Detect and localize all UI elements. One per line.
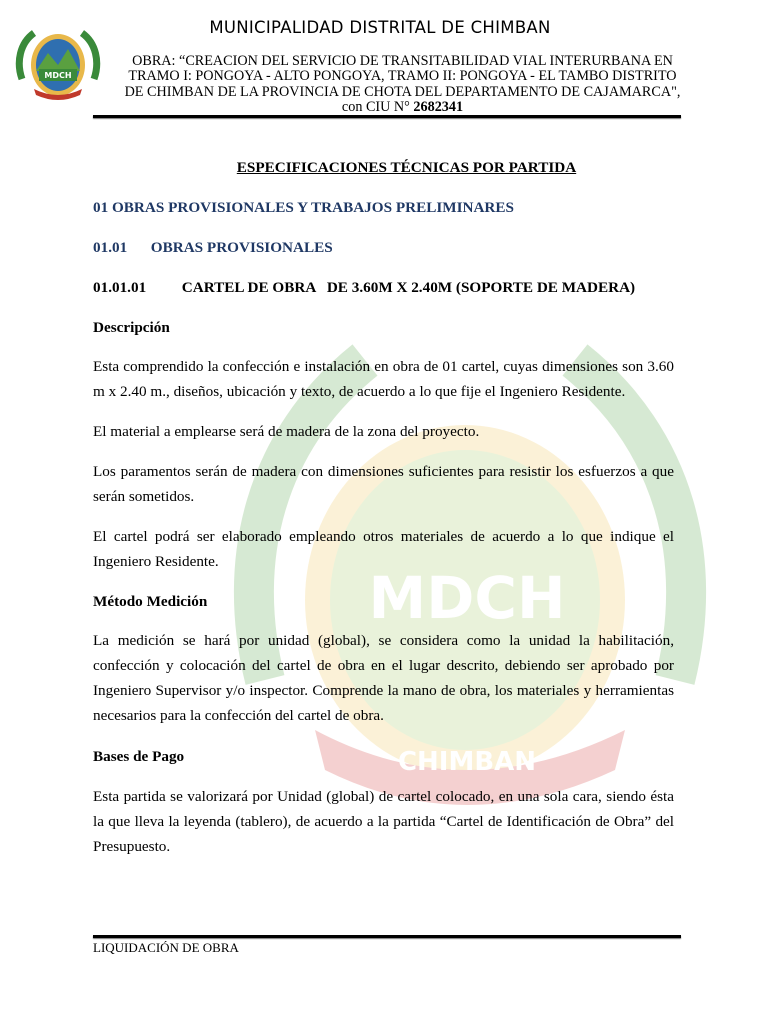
item-title: CARTEL DE OBRA DE 3.60M X 2.40M (SOPORTE DE MADERA) — [181, 279, 636, 296]
description-heading: Descripción — [93, 319, 170, 336]
watermark-text: MDCH — [368, 564, 566, 632]
ciu-number: 2682341 — [413, 98, 464, 115]
logo-text: MDCH — [44, 71, 72, 80]
footer-divider — [93, 935, 681, 938]
header-divider — [93, 115, 681, 118]
item-code: 01.01.01 — [93, 279, 147, 296]
municipality-logo — [14, 27, 102, 103]
project-description — [124, 54, 681, 115]
description-paragraph-2: El material a emplearse será de madera de la zona del proyecto. — [93, 423, 480, 440]
item-heading — [93, 279, 635, 297]
measurement-heading: Método Medición — [93, 593, 208, 610]
document-title: ESPECIFICACIONES TÉCNICAS POR PARTIDA — [236, 159, 577, 176]
measurement-paragraph: La medición se hará por unidad (global), se considera como la unidad la habilitación, confección y colocación del cartel de obra en el lugar descrito, debiendo ser aprobado por Ingeniero Supervisor y/o inspector. Comprende la mano de obra, los materiales y herramientas necesarios para la confección del cartel de obra. — [93, 632, 674, 724]
description-paragraph-4: El cartel podrá ser elaborado empleando otros materiales de acuerdo a lo que indique el Ingeniero Residente. — [93, 528, 674, 570]
project-name: OBRA: “CREACION DEL SERVICIO DE TRANSITABILIDAD VIAL INTERURBANA EN TRAMO I: PONGOYA - ALTO PONGOYA, TRAMO II: PONGOYA - EL TAMBO DISTRITO DE CHIMBAN DE LA PROVINCIA DE CHOTA DEL DEPARTAMENTO DE CAJAMARCA", con CIU N° — [124, 53, 681, 115]
subsection-heading — [93, 239, 333, 257]
description-paragraph-1: Esta comprendido la confección e instalación en obra de 01 cartel, cuyas dimensiones son 3.60 m x 2.40 m., diseños, ubicación y texto, de acuerdo a lo que fije el Ingeniero Residente. — [93, 358, 674, 400]
subsection-code: 01.01 — [93, 239, 128, 256]
section-heading: 01 OBRAS PROVISIONALES Y TRABAJOS PRELIMINARES — [93, 199, 514, 216]
payment-paragraph: Esta partida se valorizará por Unidad (global) de cartel colocado, en una sola cara, siendo ésta la que lleva la leyenda (tablero), de acuerdo a la partida “Cartel de Identificación de Obra” del Presupuesto. — [93, 788, 674, 855]
payment-heading: Bases de Pago — [93, 748, 185, 765]
watermark-banner-text: CHIMBAN — [397, 747, 537, 777]
description-paragraph-3: Los paramentos serán de madera con dimensiones suficientes para resistir los esfuerzos a que serán sometidos. — [93, 463, 674, 505]
footer-text: LIQUIDACIÓN DE OBRA — [93, 940, 239, 955]
municipality-title: MUNICIPALIDAD DISTRITAL DE CHIMBAN — [209, 18, 551, 37]
subsection-title: OBRAS PROVISIONALES — [150, 239, 333, 256]
